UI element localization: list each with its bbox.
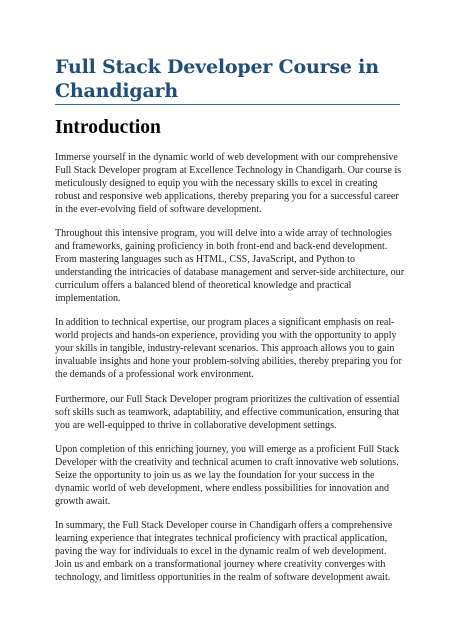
title-underline-divider	[55, 104, 400, 105]
section-heading-introduction: Introduction	[55, 117, 161, 138]
body-paragraph-2: Throughout this intensive program, you will delve into a wide array of technologies and frameworks, gaining proficiency in both front-end and back-end development. From mastering languages such as HTML, CSS, JavaScript, and Python to understanding the intricacies of database management and server-side architecture, our curriculum offers a balanced blend of theoretical knowledge and practical implementation.	[55, 228, 405, 305]
body-paragraph-4: Furthermore, our Full Stack Developer program prioritizes the cultivation of essential soft skills such as teamwork, adaptability, and effective communication, ensuring that you are well-equipped to thrive in collaborative development settings.	[55, 394, 400, 432]
body-paragraph-3: In addition to technical expertise, our program places a significant emphasis on real-world projects and hands-on experience, providing you with the opportunity to apply your skills in tangible, industry-relevant scenarios. This approach allows you to gain invaluable insights and hone your problem-solving abilities, thereby preparing you for the demands of a professional work environment.	[55, 317, 402, 381]
body-paragraph-1: Immerse yourself in the dynamic world of web development with our comprehensive Full Stack Developer program at Excellence Technology in Chandigarh. Our course is meticulously designed to equip you with the necessary skills to excel in creating robust and responsive web applications, thereby preparing you for a successful career in the ever-evolving field of software development.	[55, 152, 402, 216]
body-paragraph-5: Upon completion of this enriching journey, you will emerge as a proficient Full Stack Developer with the creativity and technical acumen to craft innovative web solutions. Seize the opportunity to join us as we lay the foundation for your success in the dynamic world of web development, where endless possibilities for innovation and growth await.	[55, 444, 400, 508]
document-title: Full Stack Developer Course in Chandigarh	[55, 56, 379, 102]
body-paragraph-6: In summary, the Full Stack Developer course in Chandigarh offers a comprehensive learning experience that integrates technical proficiency with practical application, paving the way for individuals to excel in the dynamic realm of web development. Join us and embark on a transformational journey where creativity converges with technology, and limitless opportunities in the realm of software development await.	[55, 520, 393, 584]
